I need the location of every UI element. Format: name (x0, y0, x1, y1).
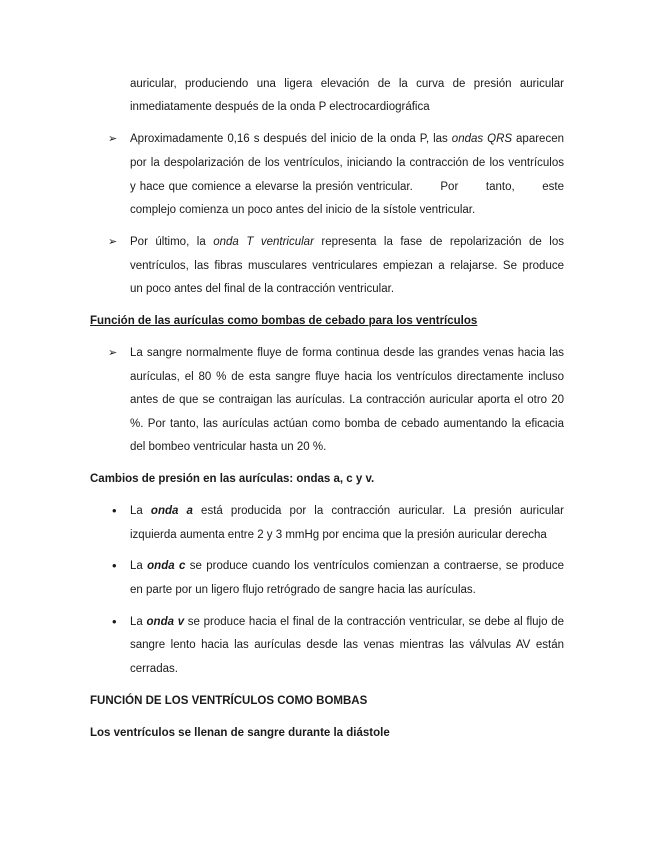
paragraph-line: %. Por tanto, las aurículas actúan como bomba de cebado aumentando la eficacia (130, 418, 564, 430)
section-heading: Cambios de presión en las aurículas: ondas a, c y v. (90, 473, 375, 485)
arrow-bullet-icon: ➢ (108, 347, 118, 359)
paragraph-line: Por último, la onda T ventricular representa la fase de repolarización de los (130, 236, 564, 248)
paragraph-line: en parte por un ligero flujo retrógrado de sangre hacia las aurículas. (130, 584, 476, 596)
paragraph-line: ventrículos, las fibras musculares ventriculares empiezan a relajarse. Se produce (130, 260, 564, 272)
paragraph-line: auricular, produciendo una ligera elevación de la curva de presión auricular (130, 78, 564, 90)
section-heading: Los ventrículos se llenan de sangre durante la diástole (90, 727, 390, 739)
paragraph-line: sangre lento hacia las aurículas desde las venas mientras las válvulas AV están (130, 639, 564, 651)
paragraph-line: aurículas, el 80 % de esta sangre fluye hacia los ventrículos directamente incluso (130, 371, 564, 383)
dot-bullet-icon: • (112, 503, 117, 518)
paragraph-line: complejo comienza un poco antes del inicio de la sístole ventricular. (130, 204, 476, 216)
paragraph-line: Aproximadamente 0,16 s después del inicio de la onda P, las ondas QRS aparecen (130, 133, 564, 145)
paragraph-line: cerradas. (130, 663, 178, 675)
paragraph-line: inmediatamente después de la onda P electrocardiográfica (130, 101, 430, 113)
paragraph-line: del bombeo ventricular hasta un 20 %. (130, 441, 327, 453)
paragraph-line: La onda a está producida por la contracción auricular. La presión auricular (130, 505, 564, 517)
dot-bullet-icon: • (112, 614, 117, 629)
paragraph-line: La onda v se produce hacia el final de la contracción ventricular, se debe al flujo de (130, 616, 564, 628)
paragraph-line: La onda c se produce cuando los ventrículos comienzan a contraerse, se produce (130, 560, 564, 572)
arrow-bullet-icon: ➢ (108, 236, 118, 248)
paragraph-line: y hace que comience a elevarse la presión ventricular. Por tanto, este (130, 181, 564, 193)
paragraph-line: izquierda aumenta entre 2 y 3 mmHg por encima que la presión auricular derecha (130, 529, 547, 541)
paragraph-line: por la despolarización de los ventrículos, iniciando la contracción de los ventrículos (130, 157, 564, 169)
paragraph-line: un poco antes del final de la contracción ventricular. (130, 283, 395, 295)
arrow-bullet-icon: ➢ (108, 133, 118, 145)
section-heading: FUNCIÓN DE LOS VENTRÍCULOS COMO BOMBAS (90, 695, 368, 707)
dot-bullet-icon: • (112, 558, 117, 573)
section-heading: Función de las aurículas como bombas de cebado para los ventrículos (90, 315, 478, 327)
paragraph-line: antes de que se contraigan las aurículas. La contracción auricular aporta el otro 20 (130, 394, 564, 406)
paragraph-line: La sangre normalmente fluye de forma continua desde las grandes venas hacia las (130, 347, 564, 359)
